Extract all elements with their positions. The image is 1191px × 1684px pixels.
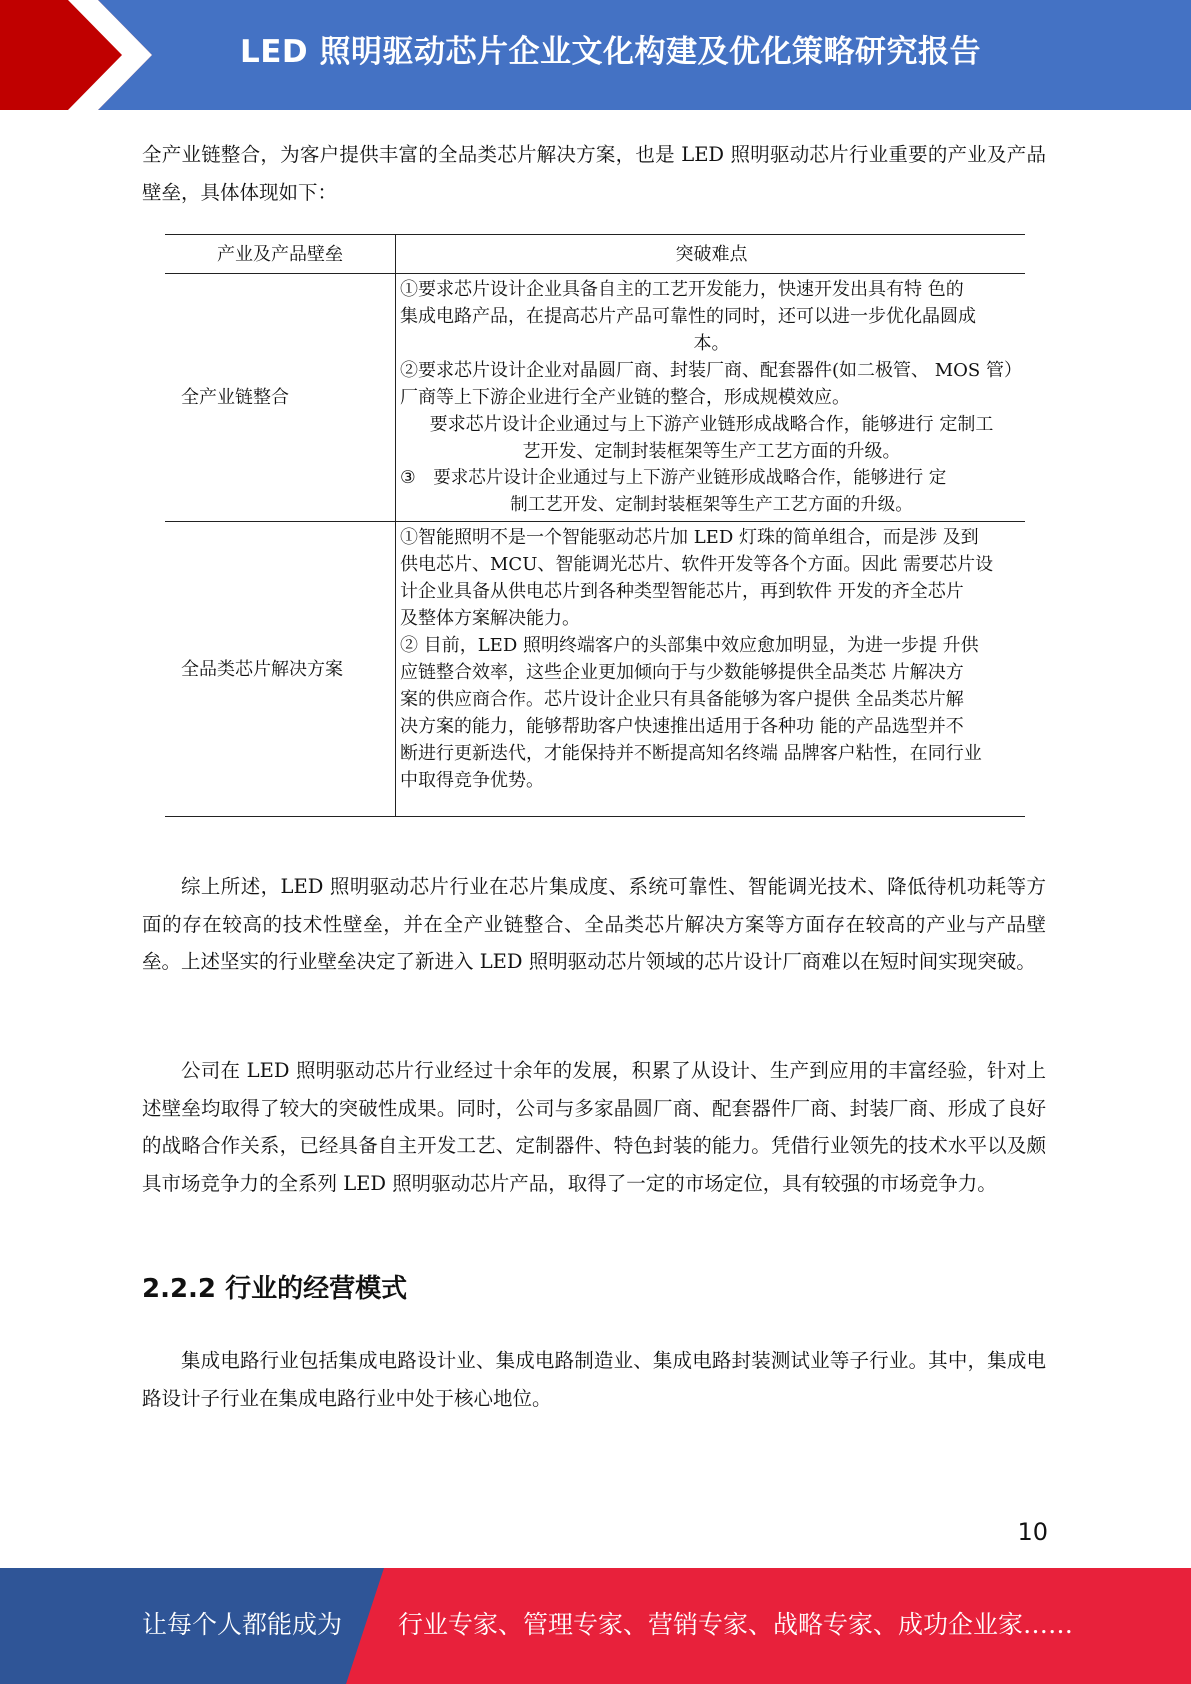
cell-line: 及整体方案解决能力。	[400, 608, 580, 629]
page-number: 10	[1017, 1518, 1048, 1546]
industry-paragraph: 集成电路行业包括集成电路设计业、集成电路制造业、集成电路封装测试业等子行业。其中，集成电路设计子行业在集成电路行业中处于核心地位。	[142, 1349, 1046, 1410]
table-cell-difficulty	[396, 522, 1026, 817]
table-cell-barrier: 全品类芯片解决方案	[165, 522, 396, 817]
cell-line: 集成电路产品，在提高芯片产品可靠性的同时，还可以进一步优化晶圆成	[400, 306, 976, 327]
cell-line: 断进行更新迭代，才能保持并不断提高知名终端 品牌客户粘性，在同行业	[400, 743, 982, 764]
cell-line: 决方案的能力，能够帮助客户快速推出适用于各种功 能的产品选型并不	[400, 716, 964, 737]
summary-paragraph: 综上所述，LED 照明驱动芯片行业在芯片集成度、系统可靠性、智能调光技术、降低待机功耗等方面的存在较高的技术性壁垒，并在全产业链整合、全品类芯片解决方案等方面存在较高的产业与产品壁垒。上述坚实的行业壁垒决定了新进入 LED 照明驱动芯片领域的芯片设计厂商难以在短时间实现突破。	[142, 875, 1046, 973]
cell-line: 要求芯片设计企业通过与上下游产业链形成战略合作，能够进行 定制工	[429, 414, 994, 435]
cell-line: 案的供应商合作。芯片设计企业只有具备能够为客户提供 全品类芯片解	[400, 689, 964, 710]
cell-line: 计企业具备从供电芯片到各种类型智能芯片，再到软件 开发的齐全芯片	[400, 581, 964, 602]
table-row	[165, 274, 1025, 522]
table-cell-difficulty	[396, 274, 1026, 522]
header-title: LED 照明驱动芯片企业文化构建及优化策略研究报告	[240, 34, 981, 70]
cell-line: 厂商等上下游企业进行全产业链的整合，形成规模效应。	[400, 387, 850, 408]
cell-line: 应链整合效率，这些企业更加倾向于与少数能够提供全品类芯 片解决方	[400, 662, 964, 683]
page-header	[0, 0, 1191, 110]
cell-line: 制工艺开发、定制封装框架等生产工艺方面的升级。	[510, 495, 913, 515]
cell-line: ①智能照明不是一个智能驱动芯片加 LED 灯珠的简单组合，而是涉 及到	[400, 527, 979, 548]
barrier-table	[165, 234, 1025, 817]
table-cell-barrier: 全产业链整合	[165, 274, 396, 522]
intro-paragraph: 全产业链整合，为客户提供丰富的全品类芯片解决方案，也是 LED 照明驱动芯片行业重要的产业及产品壁垒，具体体现如下：	[142, 143, 1046, 204]
cell-line: ②要求芯片设计企业对晶圆厂商、封装厂商、配套器件(如二极管、 MOS 管）	[400, 360, 1022, 381]
company-paragraph: 公司在 LED 照明驱动芯片行业经过十余年的发展，积累了从设计、生产到应用的丰富经验，针对上述壁垒均取得了较大的突破性成果。同时，公司与多家晶圆厂商、配套器件厂商、封装厂商、形成了良好的战略合作关系，已经具备自主开发工艺、定制器件、特色封装的能力。凭借行业领先的技术水平以及颇具市场竞争力的全系列 LED 照明驱动芯片产品，取得了一定的市场定位，具有较强的市场竞争力。	[142, 1059, 1046, 1195]
section-heading: 2.2.2 行业的经营模式	[142, 1274, 408, 1304]
footer-slogan-left: 让每个人都能成为	[142, 1610, 343, 1639]
table-header-row	[165, 235, 1025, 274]
cell-line: 艺开发、定制封装框架等生产工艺方面的升级。	[522, 441, 901, 462]
cell-line: 中取得竞争优势。	[400, 770, 544, 791]
table-header-barrier: 产业及产品壁垒	[165, 235, 396, 274]
page-footer	[0, 1568, 1191, 1684]
footer-slogan-right: 行业专家、管理专家、营销专家、战略专家、成功企业家……	[398, 1610, 1074, 1639]
cell-line: 供电芯片、MCU、智能调光芯片、软件开发等各个方面。因此 需要芯片设	[400, 554, 994, 575]
cell-line: ② 目前，LED 照明终端客户的头部集中效应愈加明显，为进一步提 升供	[400, 635, 979, 656]
table-row	[165, 522, 1025, 817]
cell-line: ③ 要求芯片设计企业通过与上下游产业链形成战略合作，能够进行 定	[400, 468, 947, 488]
cell-line: 本。	[693, 333, 730, 354]
cell-line: ①要求芯片设计企业具备自主的工艺开发能力，快速开发出具有特 色的	[400, 279, 964, 300]
header-ribbon-shape	[0, 0, 240, 110]
table-header-difficulty: 突破难点	[396, 235, 1026, 274]
